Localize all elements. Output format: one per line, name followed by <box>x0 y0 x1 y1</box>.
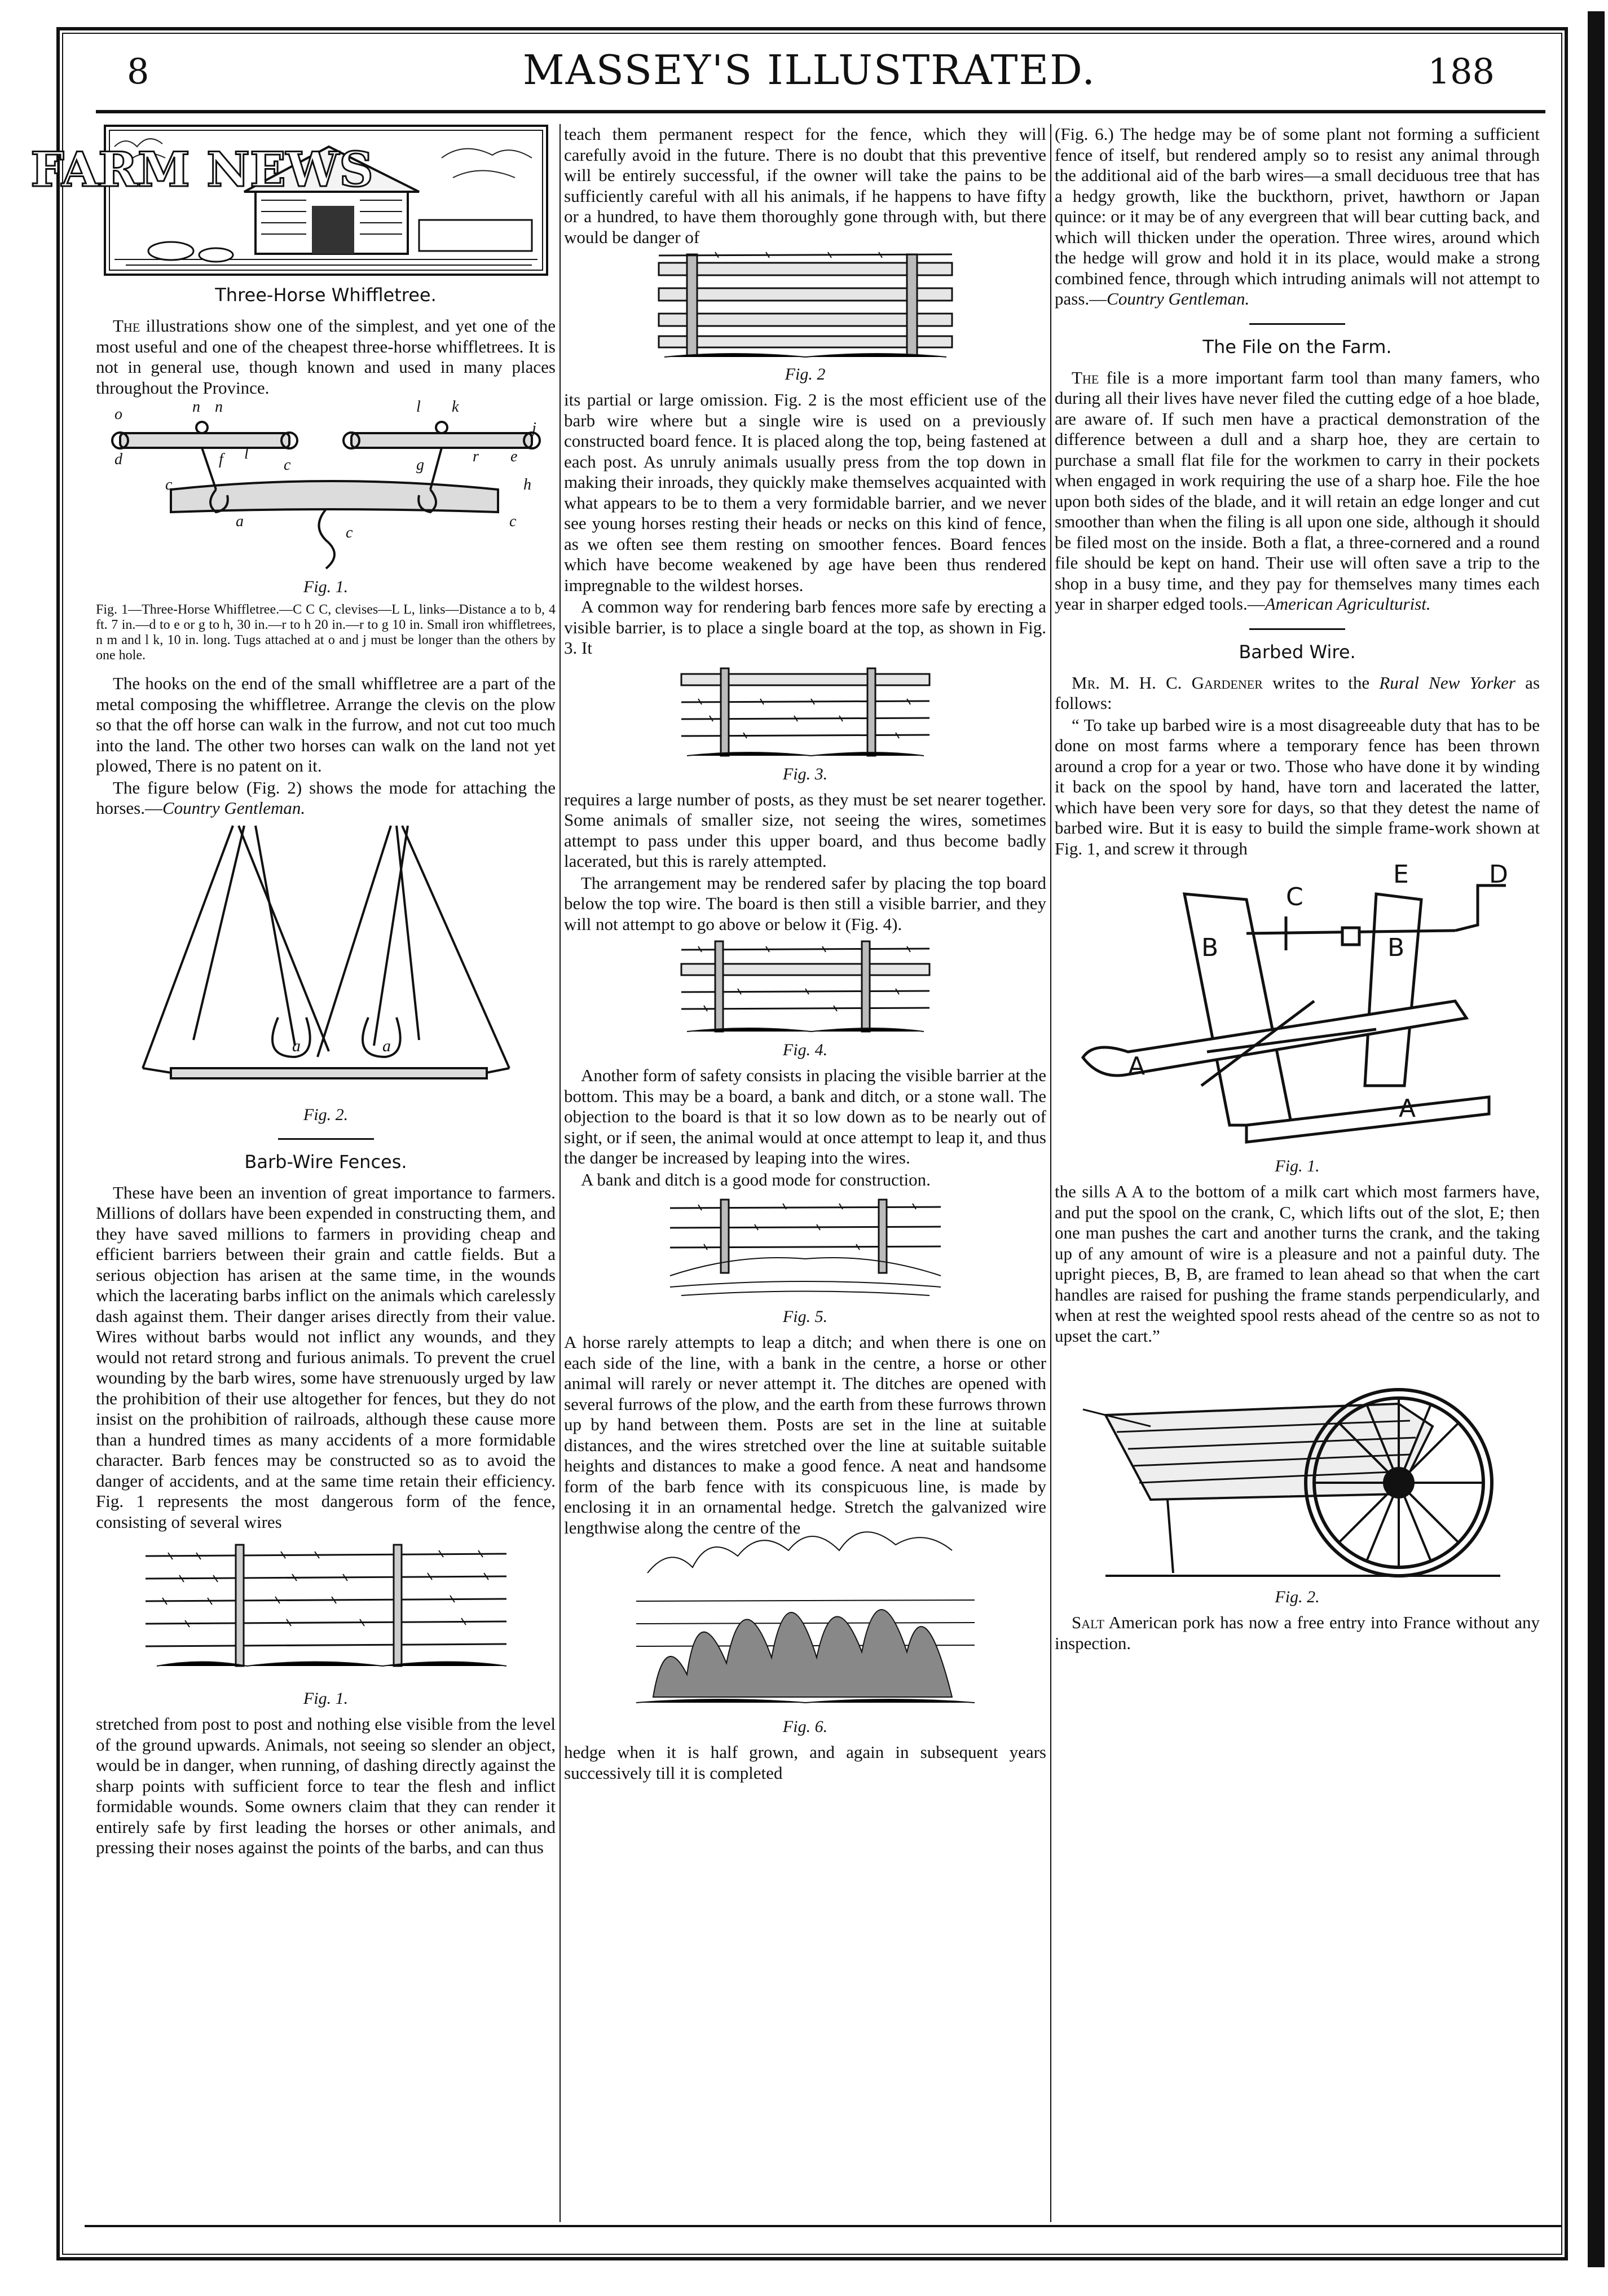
figure-caption: Fig. 1. <box>303 1689 349 1708</box>
page-header <box>85 39 1534 107</box>
fig-letter: D <box>1489 860 1508 889</box>
fig-letter: A <box>1128 1052 1146 1081</box>
paragraph: A bank and ditch is a good mode for construction. <box>581 1169 931 1189</box>
wire-reel-frame-illustration <box>1060 860 1534 1153</box>
page-number-right: 188 <box>1428 51 1495 92</box>
section-rule <box>278 1138 374 1140</box>
harness-attachment-illustration <box>103 820 549 1102</box>
paragraph: The illustrations show one of the simplest, and yet one of the most useful and one of the cheapest three-horse whiffletrees. It is not in general use, though known and used in many places throughout the Province. <box>96 316 556 398</box>
fig-letter: a <box>382 1036 391 1055</box>
fig-letter: r <box>472 448 479 465</box>
binding-edge <box>1588 11 1605 2267</box>
heading-file-on-the-farm: The File on the Farm. <box>1202 336 1392 358</box>
hedge-fence-illustration <box>636 1539 975 1714</box>
paragraph: hedge when it is half grown, and again in subsequent years successively till it is completed <box>564 1742 1046 1783</box>
column-3 <box>1055 124 1540 2222</box>
paragraph: (Fig. 6.) The hedge may be of some plant not forming a sufficient fence of itself, but rendered amply so to resist any animal through the additional aid of the barb wires—a small deciduous tree that has a hedgy growth, like the buckthorn, privet, hawthorn or Japan quince: or it may be of any evergreen that will bear cutting back, and which will thicken under the operation. Three wires, around which the hedge will grow and hold it in its place, would make a strong combined fence, through which intruding animals will not attempt to pass.—Country Gentleman. <box>1055 124 1540 309</box>
fig-letter: h <box>523 476 531 493</box>
paragraph: The file is a more important farm tool than many famers, who during all their lives have never filed the cutting edge of a hoe blade, are aware of. If such men have a practical demonstration of the difference between a dull and a sharp hoe, they are certain to purchase a small flat file for the workmen to carry in their pockets when engaged in work requiring the use of a sharp hoe. File the hoe upon both sides of the blade, and it will retain an edge longer and cut smoother than when the filing is all upon one side, although it should be filed most on the inside. Both a flat, a three-cornered and a round file should be kept on hand. Their use will often save a trip to the shop in a busy time, and they pay for themselves many times each year in sharper edged tools.—American Agriculturist. <box>1055 367 1540 614</box>
paragraph: These have been an invention of great importance to farmers. Millions of dollars have been expended in constructing them, and they have saved millions to farmers in providing cheap and efficient barriers between their grain and cattle fields. But a serious objection has arisen at the same time, in the wounds which the lacerating barbs inflict on the animals which carelessly dash against them. Their danger arises directly from their value. Wires without barbs would not inflict any wounds, and they would not retard strong and furious animals. To prevent the cruel wounding by the barb wires, some have strenuously urged by law the prohibition of their use altogether for fences, but they do not insist on the prohibition of railroads, although these cause more than a hundred times as many accidents of a more formidable character. Barb fences may be constructed so as to avoid the danger of accidents, and at the same time retain their efficiency. Fig. 1 represents the most dangerous form of the fence, consisting of several wires <box>96 1182 556 1532</box>
paragraph: teach them permanent respect for the fence, which they will carefully avoid in the future. There is no doubt that this preventive will be entirely successful, if the owner will take the pains to be sufficiently careful with all his animals, if he happens to have fifty or a hundred, to have them thoroughly gone through with, but there would be danger of <box>564 124 1046 247</box>
column-2 <box>564 124 1046 2222</box>
milk-cart-illustration <box>1083 1347 1512 1584</box>
figure-caption: Fig. 5. <box>782 1307 828 1326</box>
bank-and-ditch-fence-illustration <box>670 1191 941 1304</box>
fig-letter: l <box>416 398 421 416</box>
figure-caption: Fig. 1. <box>303 578 349 596</box>
figure-caption: Fig. 6. <box>782 1717 828 1736</box>
whiffletree-illustration <box>103 399 549 574</box>
fig-letter: o <box>114 406 122 423</box>
paragraph: The arrangement may be rendered safer by placing the top board below the top wire. The board is then still a visible barrier, and they will not attempt to go above or below it (Fig. 4). <box>564 872 1046 934</box>
barb-wire-fence-illustration <box>146 1533 506 1686</box>
fig-letter: j <box>531 420 536 437</box>
board-fence-illustration <box>659 249 952 362</box>
figure-caption: Fig. 2 <box>785 365 826 384</box>
heading-barbed-wire: Barbed Wire. <box>1239 641 1356 663</box>
paragraph: Salt American pork has now a free entry into France without any inspection. <box>1055 1612 1540 1653</box>
figure-caption: Fig. 2. <box>303 1105 349 1124</box>
masthead-title: MASSEY'S ILLUSTRATED. <box>522 46 1096 94</box>
paragraph: The figure below (Fig. 2) shows the mode for attaching the horses.—Country Gentleman. <box>96 777 556 818</box>
fig-letter: A <box>1399 1094 1416 1123</box>
fig-letter: E <box>1393 860 1409 889</box>
column-divider <box>560 124 561 2222</box>
column-divider <box>1050 124 1051 2222</box>
fig-letter: f <box>218 451 223 468</box>
fig-letter: e <box>510 448 517 465</box>
paragraph: “ To take up barbed wire is a most disagreeable duty that has to be done on most farms where a temporary fence has been thrown around a crop for a year or two. Those who have done it by winding it back on the spool by hand, have torn and lacerated the latter, which have been very sore for days, so that they detest the name of barbed wire. But it is easy to build the simple frame-work shown at Fig. 1, and screw it through <box>1055 715 1540 858</box>
page-number-left: 8 <box>127 51 149 92</box>
section-rule <box>1249 323 1345 325</box>
fig-letter: n <box>192 398 200 416</box>
paragraph: stretched from post to post and nothing else visible from the level of the ground upwards. Animals, not seeing so slender an object, would be in danger, when running, of dashing directly against the sharp points with sufficient force to tear the flesh and inflict formidable wounds. Some owners claim that they can render it entirely safe by first leading the horses or other animals, and pressing their noses against the points of the barbs, and can thus <box>96 1714 556 1857</box>
figure-caption: Fig. 2. <box>1275 1588 1320 1606</box>
fig-letter: n <box>214 398 223 416</box>
heading-three-horse-whiffletree: Three-Horse Whiffletree. <box>215 284 437 306</box>
paragraph: its partial or large omission. Fig. 2 is the most efficient use of the barb wire where but a single wire is used on a previously constructed board fence. It is placed along the top, being fastened at each post. As unruly animals usually press from the top down in making their inroads, they quickly make themselves acquainted with what appears to be to them a very formidable barrier, and we never see young horses resting their heads or necks on this kind of fence, as we often see them resting on smoother fences. Board fences which have become weakened by age have been thus rendered impregnable to the wildest horses. <box>564 390 1046 595</box>
fig-letter: d <box>114 451 122 468</box>
fig-letter: C <box>1286 883 1303 911</box>
paragraph: Another form of safety consists in placing the visible barrier at the bottom. This may be a board, a bank and ditch, or a stone wall. The objection to the board is that it so low down as to be nearly out of sight, or if seen, the animal would at once attempt to leap it, and thus the danger be increased by leaping into the wires. <box>564 1065 1046 1167</box>
fig-letter: l <box>244 445 249 462</box>
section-rule <box>1249 628 1345 630</box>
header-rule <box>96 110 1545 113</box>
banner-text: FARM NEWS <box>30 142 373 197</box>
fig-letter: k <box>451 398 459 416</box>
heading-barb-wire-fences: Barb-Wire Fences. <box>244 1151 407 1173</box>
column-1 <box>30 124 556 2222</box>
paragraph: A common way for rendering barb fences more safe by erecting a visible barrier, is to place a single board at the top, as shown in Fig. 3. It <box>564 597 1046 658</box>
fig-letter: a <box>235 513 244 530</box>
farm-news-banner <box>30 124 549 276</box>
paragraph: Mr. M. H. C. Gardener writes to the Rural New Yorker as follows: <box>1055 672 1540 713</box>
fig-letter: c <box>509 513 516 530</box>
figure-caption: Fig. 4. <box>782 1041 828 1059</box>
fig-letter: g <box>416 456 424 474</box>
paragraph: The hooks on the end of the small whiffletree are a part of the metal composing the whiffletree. Arrange the clevis on the plow so that the off horse can walk in the furrow, and not cut too much into the land. The other two horses can walk on the land not yet plowed, There is no patent on it. <box>96 673 556 775</box>
paragraph: A horse rarely attempts to leap a ditch; and when there is one on each side of the line, with a bank in the centre, a horse or other animal will rarely or never attempt it. The ditches are opened with several furrows of the plow, and the earth from these furrows thrown up by hand between them. Posts are set in the line at suitable distances, and the wires stretched over the line at suitable suitable heights and distances to make a good fence. A neat and handsome form of the barb fence with its conspicuous line, is made by enclosing it in an ornamental hedge. Stretch the galvanized wire lengthwise along the centre of the <box>564 1332 1046 1537</box>
fig-letter: c <box>283 456 290 474</box>
board-top-fence-illustration <box>681 660 929 761</box>
paragraph: requires a large number of posts, as they must be set nearer together. Some animals of smaller size, not seeing the wires, sometimes attempt to pass under this upper board, and thus become badly lacerated, but this is rarely attempted. <box>564 789 1046 871</box>
bottom-rule <box>85 2225 1562 2227</box>
figure-legend: Fig. 1—Three-Horse Whiffletree.—C C C, clevises—L L, links—Distance a to b, 4 ft. 7 in.—d to e or g to h, 30 in.—r to h 20 in.—r to g 10 in. Small iron whiffletrees, n m and l k, 10 in. long. Tugs attached at o and j must be longer than the others by one hole. <box>96 602 556 663</box>
fig-letter: B <box>1387 933 1405 962</box>
paragraph: the sills A A to the bottom of a milk cart which most farmers have, and put the spool on the crank, C, which lifts out of the slot, E; then one man pushes the cart and another turns the crank, and the taking up of any amount of wire is a pleasure and not a painful duty. The upright pieces, B, B, are framed to lean ahead so that when the cart handles are raised for pushing the frame stands perpendicularly, and when at rest the weighted spool rests ahead of the centre so as not to upset the cart.” <box>1055 1182 1540 1346</box>
fig-letter: B <box>1201 933 1219 962</box>
fig-letter: c <box>165 476 172 493</box>
board-below-wire-fence-illustration <box>681 936 929 1037</box>
fig-letter: c <box>345 524 353 541</box>
figure-caption: Fig. 1. <box>1275 1157 1320 1175</box>
fig-letter: a <box>292 1036 301 1055</box>
figure-caption: Fig. 3. <box>782 764 828 783</box>
